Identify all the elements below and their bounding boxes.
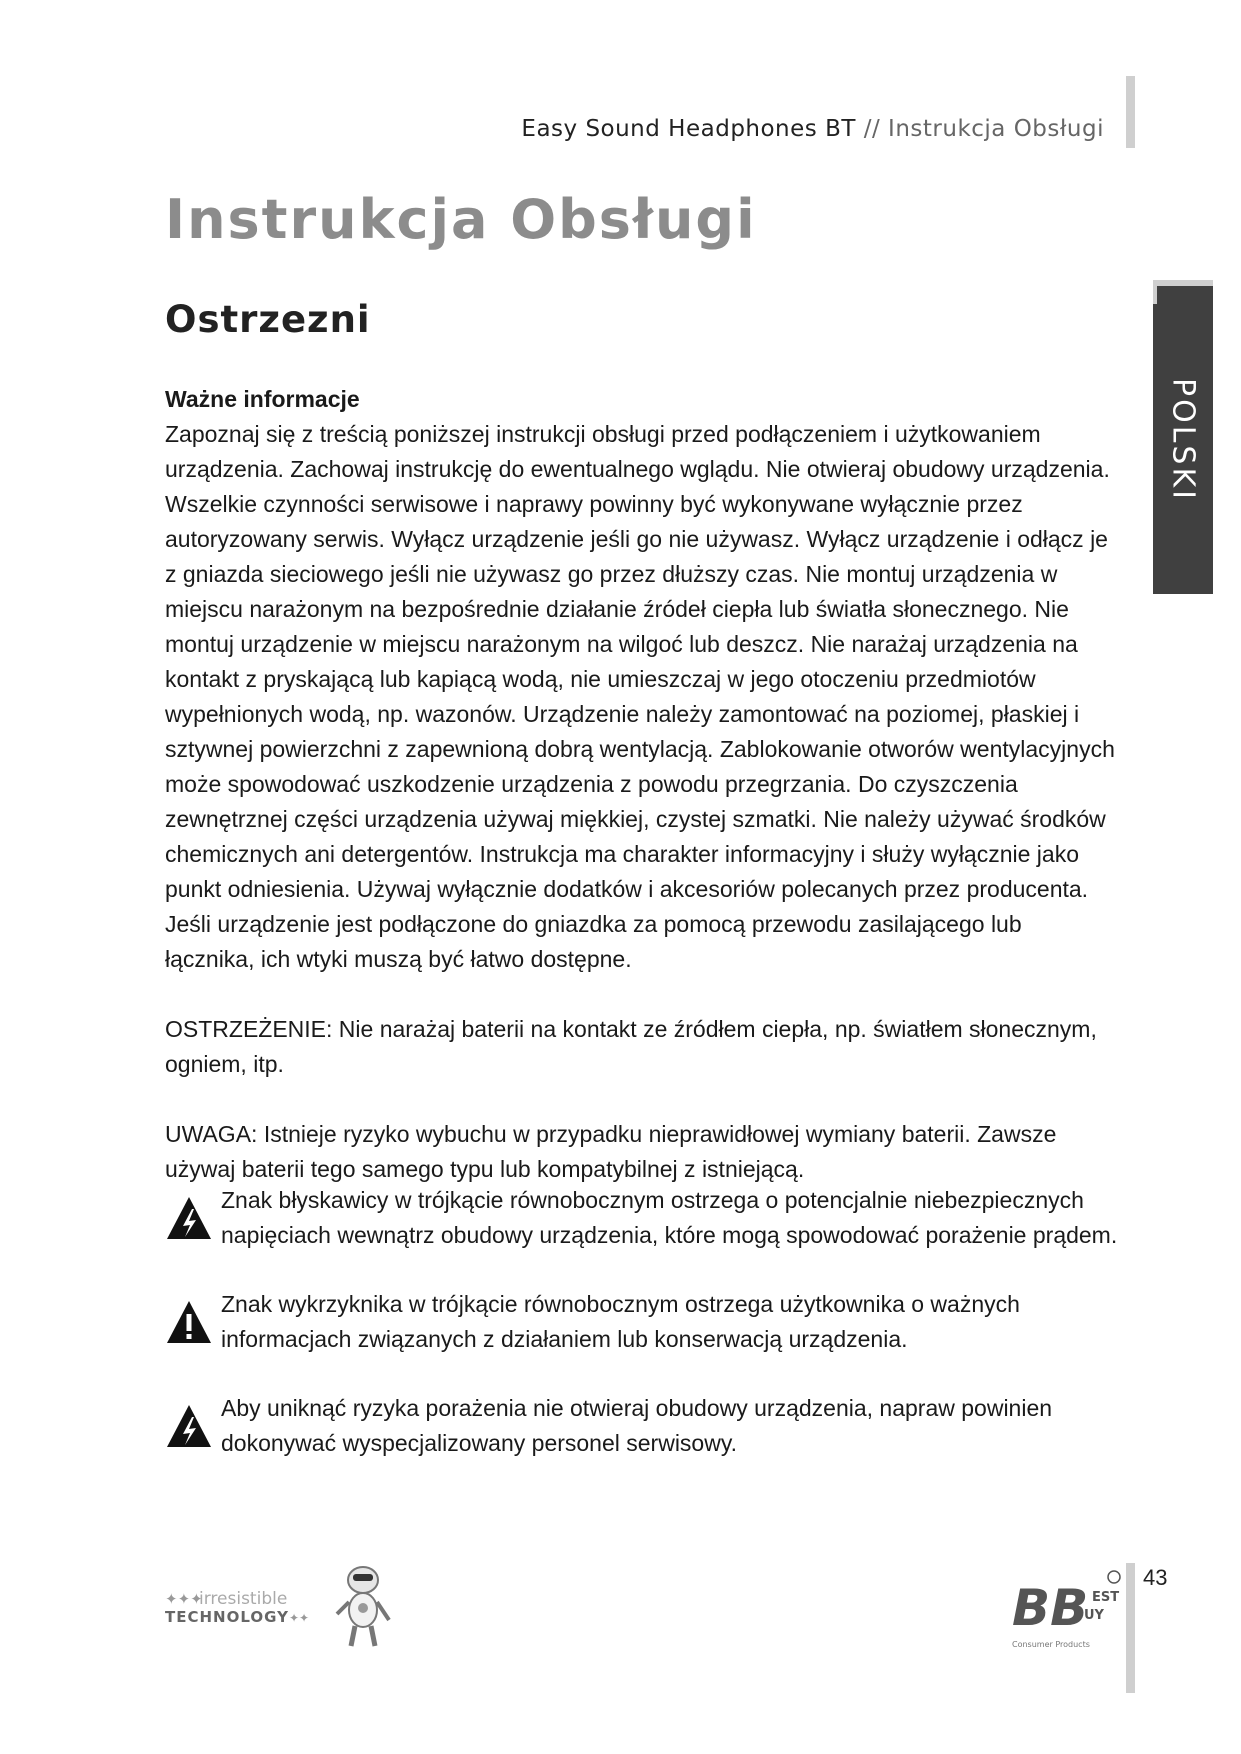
header-section: Instrukcja Obsługi [888, 116, 1104, 142]
header-product: Easy Sound Headphones BT [521, 116, 856, 142]
logo-big-letters: BB [1012, 1579, 1089, 1637]
symbol-text: Znak błyskawicy w trójkącie równobocznym ostrzega o potencjalnie niebezpiecznych napięciach wewnątrz obudowy urządzenia, które mogą spowodować porażenie prądem. [221, 1187, 1118, 1248]
symbol-text: Aby uniknąć ryzyka porażenia nie otwieraj obudowy urządzenia, napraw powinien dokonywać wyspecjalizowany personel serwisowy. [221, 1395, 1053, 1456]
tab-top-tick [1153, 286, 1157, 304]
robot-mascot-icon [337, 1567, 389, 1646]
logo-est: EST [1092, 1590, 1120, 1605]
best-buy-logo [1010, 1565, 1126, 1655]
footer-accent-bar [1126, 1563, 1135, 1693]
tab-top-line [1153, 280, 1213, 286]
logo-line1: irresistible [199, 1589, 288, 1609]
svg-text:✦✦: ✦✦ [289, 1611, 310, 1625]
page-title: Instrukcja Obsługi [165, 188, 757, 251]
page-number: 43 [1143, 1565, 1168, 1590]
language-tab [1153, 280, 1213, 594]
irresistible-technology-logo [165, 1560, 405, 1660]
page-header [521, 116, 1104, 142]
logo-line2: TECHNOLOGY [165, 1608, 289, 1626]
header-separator: // [863, 116, 881, 142]
main-content [165, 382, 1115, 1187]
lightning-triangle-icon [165, 1403, 213, 1449]
language-label: POLSKI [1165, 378, 1201, 502]
header-accent-bar [1126, 76, 1135, 148]
battery-caution: UWAGA: Istnieje ryzyko wybuchu w przypadku nieprawidłowej wymiany baterii. Zawsze używaj baterii tego samego typu lub kompatybilnej z istniejącą. [165, 1121, 1057, 1182]
important-heading: Ważne informacje [165, 386, 360, 412]
important-body: Zapoznaj się z treścią poniższej instrukcji obsługi przed podłączeniem i użytkowaniem urządzenia. Zachowaj instrukcję do ewentualnego wglądu. Nie otwieraj obudowy urządzenia. Wszelkie czynności serwisowe i naprawy powinny być wykonywane wyłącznie przez autoryzowany serwis. Wyłącz urządzenie jeśli go nie używasz. Wyłącz urządzenie i odłącz je z gniazda sieciowego jeśli nie używasz go przez dłuższy czas. Nie montuj urządzenia w miejscu narażonym na bezpośrednie działanie źródeł ciepła lub światła słonecznego. Nie montuj urządzenie w miejscu narażonym na wilgoć lub deszcz. Nie narażaj urządzenia na kontakt z pryskającą lub kapiącą wodą, nie umieszczaj w jego otoczeniu przedmiotów wypełnionych wodą, np. wazonów. Urządzenie należy zamontować na poziomej, płaskiej i sztywnej powierzchni z zapewnioną dobrą wentylacją. Zablokowanie otworów wentylacyjnych może spowodować uszkodzenie urządzenia z powodu przegrzania. Do czyszczenia zewnętrznej części urządzenia używaj miękkiej, czystej szmatki. Nie należy używać środków chemicznych ani detergentów. Instrukcja ma charakter informacyjny i służy wyłącznie jako punkt odniesienia. Używaj wyłącznie dodatków i akcesoriów polecanych przez producenta. Jeśli urządzenie jest podłączone do gniazdka za pomocą przewodu zasilającego lub łącznika, ich wtyki muszą być łatwo dostępne. [165, 421, 1115, 972]
battery-warning: OSTRZEŻENIE: Nie narażaj baterii na kontakt ze źródłem ciepła, np. światłem słonecznym, ogniem, itp. [165, 1016, 1097, 1077]
symbol-text: Znak wykrzyknika w trójkącie równobocznym ostrzega użytkownika o ważnych informacjach związanych z działaniem lub konserwacją urządzenia. [221, 1291, 1020, 1352]
exclamation-triangle-icon [165, 1299, 213, 1345]
svg-text:✦✦✦: ✦✦✦ [165, 1590, 203, 1608]
logo-uy: UY [1084, 1608, 1104, 1623]
logo-sub: Consumer Products [1012, 1640, 1090, 1649]
lightning-triangle-icon [165, 1195, 213, 1241]
page-subtitle: Ostrzezni [165, 298, 371, 341]
